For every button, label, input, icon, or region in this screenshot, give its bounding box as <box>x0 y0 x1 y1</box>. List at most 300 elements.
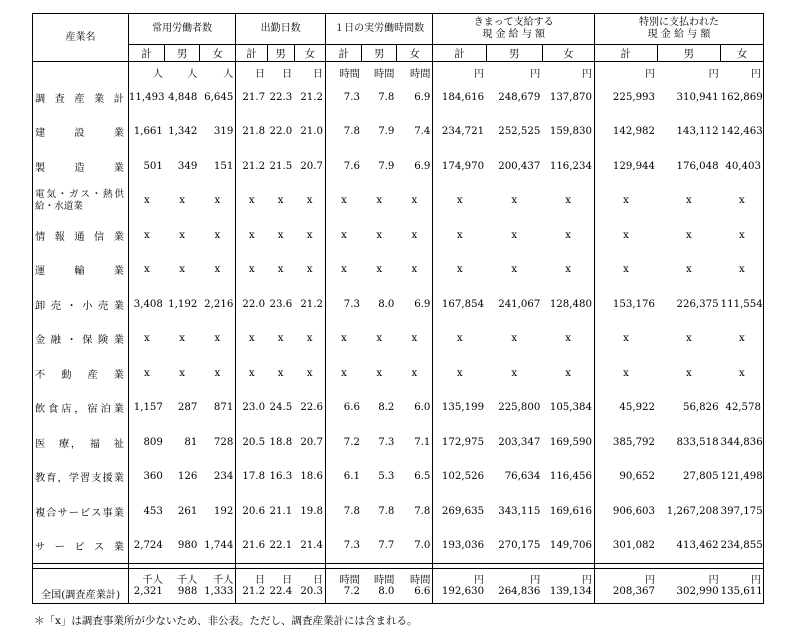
national-unit-row <box>33 569 764 587</box>
value-cell: x <box>396 253 433 288</box>
value-cell: x <box>685 333 692 345</box>
value-cell: 453 <box>143 505 163 517</box>
table-row <box>33 80 764 115</box>
value-cell: 129,944 <box>612 160 656 172</box>
industry-name: 調 査 産 業 計 <box>33 80 129 115</box>
table-row <box>33 149 764 184</box>
value-cell: x <box>721 253 764 288</box>
table-row <box>33 425 764 460</box>
value-cell: x <box>179 367 185 379</box>
value-cell: 7.8 <box>378 91 395 103</box>
value-cell: 21.2 <box>242 160 266 172</box>
value-cell: x <box>277 264 284 276</box>
value-cell: x <box>511 367 518 379</box>
table-row <box>33 218 764 253</box>
unit-cell: 人 <box>152 69 163 80</box>
value-cell: 871 <box>199 391 236 426</box>
value-cell: x <box>623 367 629 379</box>
value-cell: x <box>396 184 433 219</box>
value-cell: 22.3 <box>269 91 293 103</box>
value-cell: x <box>511 229 518 241</box>
value-cell: 225,993 <box>612 91 656 103</box>
value-cell: 833,518 <box>676 436 719 448</box>
days-header: 出勤日数 <box>236 14 326 45</box>
value-cell: 7.8 <box>396 494 433 529</box>
value-cell: 7.8 <box>343 126 360 138</box>
value-cell: 5.3 <box>378 471 395 483</box>
value-cell: 169,616 <box>542 494 594 529</box>
value-cell: 7.6 <box>343 160 360 172</box>
value-cell: 7.4 <box>396 115 433 150</box>
subheader-total: 計 <box>236 45 267 62</box>
value-cell: 6,645 <box>199 80 236 115</box>
value-cell: x <box>456 195 463 207</box>
value-cell: x <box>199 218 236 253</box>
value-cell: 1,342 <box>168 126 198 138</box>
footnote: ＊「x」は調査事業所が少ないため、非公表。ただし、調査産業計には含まれる。 <box>34 615 418 627</box>
value-cell: x <box>623 195 629 207</box>
value-cell: x <box>396 322 433 357</box>
value-cell: x <box>179 264 185 276</box>
value-cell: x <box>376 195 383 207</box>
value-cell: 1,661 <box>133 126 163 138</box>
unit-cell: 日 <box>267 569 294 587</box>
value-cell: 167,854 <box>441 298 485 310</box>
wage-statistics-table <box>32 13 764 604</box>
unit-cell: 時間 <box>362 569 396 587</box>
value-cell: 1,744 <box>199 529 236 564</box>
value-cell: x <box>179 333 185 345</box>
value-cell: x <box>685 229 692 241</box>
value-cell: 234,721 <box>441 126 485 138</box>
value-cell: 162,869 <box>721 80 764 115</box>
unit-cell: 千人 <box>199 569 236 587</box>
value-cell: x <box>277 195 284 207</box>
value-cell: x <box>179 229 185 241</box>
value-cell: 344,836 <box>721 425 764 460</box>
value-cell: 7.2 <box>343 436 360 448</box>
value-cell: 192,630 <box>433 586 486 604</box>
value-cell: 2,724 <box>128 529 164 564</box>
value-cell: 192 <box>199 494 236 529</box>
unit-cell: 日 <box>236 569 267 587</box>
value-cell: 121,498 <box>721 460 764 495</box>
value-cell: 980 <box>165 529 199 564</box>
value-cell: 172,975 <box>441 436 485 448</box>
value-cell: 21.2 <box>294 287 325 322</box>
table-row <box>33 391 764 426</box>
value-cell: x <box>456 367 463 379</box>
industry-name: 複合サービス事業 <box>33 494 129 529</box>
table-row <box>33 460 764 495</box>
unit-cell: 円 <box>657 569 721 587</box>
value-cell: x <box>199 253 236 288</box>
value-cell: 2,216 <box>199 287 236 322</box>
subheader-male: 男 <box>165 45 199 62</box>
subheader-total: 計 <box>594 45 657 62</box>
value-cell: x <box>248 367 255 379</box>
value-cell: 142,463 <box>721 115 764 150</box>
industry-name: 卸 売 ・ 小 売 業 <box>33 287 129 322</box>
value-cell: x <box>685 195 692 207</box>
value-cell: 20.7 <box>294 149 325 184</box>
national-row <box>33 586 764 604</box>
table-row <box>33 184 764 219</box>
value-cell: 8.0 <box>378 298 395 310</box>
value-cell: 319 <box>199 115 236 150</box>
value-cell: x <box>542 218 594 253</box>
value-cell: 7.3 <box>343 91 360 103</box>
value-cell: x <box>277 333 284 345</box>
value-cell: 22.6 <box>294 391 325 426</box>
value-cell: x <box>144 229 150 241</box>
subheader-total: 計 <box>433 45 486 62</box>
value-cell: x <box>456 229 463 241</box>
value-cell: 7.3 <box>326 529 362 564</box>
unit-cell: 円 <box>594 569 657 587</box>
value-cell: x <box>685 367 692 379</box>
value-cell: 149,706 <box>542 529 594 564</box>
value-cell: 906,603 <box>612 505 656 517</box>
value-cell: x <box>456 333 463 345</box>
hours-header: １日の実労働時間数 <box>326 14 433 45</box>
unit-cell: 時間 <box>339 69 360 80</box>
value-cell: x <box>542 356 594 391</box>
value-cell: 1,267,208 <box>666 505 719 517</box>
value-cell: 21.4 <box>294 529 325 564</box>
value-cell: 1,192 <box>168 298 198 310</box>
industry-name: 不 動 産 業 <box>33 356 129 391</box>
subheader-female: 女 <box>396 45 433 62</box>
value-cell: 2,321 <box>128 586 164 604</box>
regular-wage-header: きまって支給する 現 金 給 与 額 <box>433 14 595 45</box>
value-cell: 21.7 <box>242 91 266 103</box>
unit-cell: 円 <box>542 569 594 587</box>
value-cell: x <box>341 333 347 345</box>
value-cell: 8.0 <box>362 586 396 604</box>
unit-cell: 円 <box>721 62 764 81</box>
value-cell: x <box>542 253 594 288</box>
unit-cell: 円 <box>486 569 542 587</box>
value-cell: 27,805 <box>682 471 719 483</box>
value-cell: 269,635 <box>441 505 485 517</box>
value-cell: x <box>144 195 150 207</box>
value-cell: 225,800 <box>498 402 541 414</box>
value-cell: 264,836 <box>486 586 542 604</box>
subheader-male: 男 <box>362 45 396 62</box>
value-cell: x <box>144 333 150 345</box>
value-cell: x <box>456 264 463 276</box>
value-cell: 728 <box>199 425 236 460</box>
value-cell: 301,082 <box>594 529 657 564</box>
industry-name: 教育，学習支援業 <box>33 460 129 495</box>
value-cell: x <box>623 333 629 345</box>
subheader-total: 計 <box>326 45 362 62</box>
subheader-female: 女 <box>199 45 236 62</box>
value-cell: 126 <box>177 471 198 483</box>
value-cell: 56,826 <box>682 402 719 414</box>
value-cell: 988 <box>165 586 199 604</box>
value-cell: x <box>277 229 284 241</box>
value-cell: x <box>396 356 433 391</box>
value-cell: 11,493 <box>128 91 165 103</box>
special-wage-header: 特別に支払われた 現 金 給 与 額 <box>594 14 763 45</box>
value-cell: 143,112 <box>676 126 719 138</box>
value-cell: 20.5 <box>242 436 266 448</box>
workers-header: 常用労働者数 <box>128 14 235 45</box>
value-cell: 7.0 <box>396 529 433 564</box>
value-cell: 184,616 <box>441 91 485 103</box>
value-cell: 7.1 <box>396 425 433 460</box>
value-cell: 234,855 <box>721 529 764 564</box>
value-cell: x <box>341 195 347 207</box>
value-cell: x <box>199 322 236 357</box>
value-cell: 24.5 <box>269 402 293 414</box>
value-cell: 135,199 <box>441 402 485 414</box>
value-cell: 349 <box>177 160 198 172</box>
value-cell: 42,578 <box>721 391 764 426</box>
value-cell: x <box>721 322 764 357</box>
value-cell: x <box>542 322 594 357</box>
value-cell: 21.1 <box>269 505 293 517</box>
value-cell: 1,157 <box>133 402 163 414</box>
value-cell: x <box>511 264 518 276</box>
value-cell: 17.8 <box>242 471 266 483</box>
value-cell: 76,634 <box>504 471 541 483</box>
value-cell: 174,970 <box>441 160 485 172</box>
value-cell: 22.0 <box>269 126 293 138</box>
table-row <box>33 322 764 357</box>
header-sub-row <box>33 45 764 62</box>
value-cell: x <box>341 264 347 276</box>
industry-header: 産業名 <box>33 14 129 62</box>
value-cell: x <box>721 218 764 253</box>
value-cell: x <box>721 356 764 391</box>
value-cell: x <box>341 229 347 241</box>
value-cell: x <box>376 333 383 345</box>
value-cell: x <box>376 264 383 276</box>
value-cell: 7.8 <box>378 505 395 517</box>
value-cell: 20.3 <box>294 586 325 604</box>
subheader-male: 男 <box>486 45 542 62</box>
unit-cell: 千人 <box>128 569 164 587</box>
value-cell: 23.0 <box>242 402 266 414</box>
value-cell: 7.9 <box>378 126 395 138</box>
value-cell: 142,982 <box>612 126 656 138</box>
header-group-row <box>33 14 764 45</box>
value-cell: x <box>376 229 383 241</box>
value-cell: 6.9 <box>396 149 433 184</box>
value-cell: 385,792 <box>612 436 656 448</box>
value-cell: 22.1 <box>267 529 294 564</box>
value-cell: 270,175 <box>486 529 542 564</box>
value-cell: 21.8 <box>242 126 266 138</box>
value-cell: x <box>396 218 433 253</box>
industry-name: 電気・ガス・熱供給・水道業 <box>33 184 129 219</box>
value-cell: x <box>144 264 150 276</box>
value-cell: 360 <box>143 471 163 483</box>
unit-cell: 日 <box>282 69 293 80</box>
unit-cell: 人 <box>199 62 236 81</box>
value-cell: 153,176 <box>612 298 656 310</box>
value-cell: 21.5 <box>269 160 293 172</box>
value-cell: 7.2 <box>326 586 362 604</box>
table-row <box>33 287 764 322</box>
unit-cell: 時間 <box>374 69 395 80</box>
value-cell: 397,175 <box>721 494 764 529</box>
value-cell: 203,347 <box>498 436 541 448</box>
value-cell: 7.3 <box>378 436 395 448</box>
subheader-female: 女 <box>542 45 594 62</box>
value-cell: x <box>248 264 255 276</box>
value-cell: 21.0 <box>294 115 325 150</box>
industry-name: 運 輸 業 <box>33 253 129 288</box>
value-cell: 234 <box>199 460 236 495</box>
value-cell: 6.1 <box>343 471 360 483</box>
value-cell: 137,870 <box>542 80 594 115</box>
value-cell: 22.4 <box>267 586 294 604</box>
value-cell: x <box>623 229 629 241</box>
value-cell: 302,990 <box>657 586 721 604</box>
unit-cell: 人 <box>187 69 198 80</box>
value-cell: 21.6 <box>236 529 267 564</box>
unit-row <box>33 62 764 81</box>
value-cell: 22.0 <box>242 298 266 310</box>
value-cell: 413,462 <box>657 529 721 564</box>
subheader-male: 男 <box>657 45 721 62</box>
national-name: 全国(調査産業計) <box>33 586 129 604</box>
subheader-female: 女 <box>721 45 764 62</box>
value-cell: x <box>248 229 255 241</box>
value-cell: 7.9 <box>378 160 395 172</box>
value-cell: x <box>542 184 594 219</box>
table-row <box>33 115 764 150</box>
value-cell: x <box>199 356 236 391</box>
value-cell: x <box>294 218 325 253</box>
unit-cell: 時間 <box>396 62 433 81</box>
value-cell: 226,375 <box>676 298 719 310</box>
value-cell: 241,067 <box>498 298 541 310</box>
value-cell: 81 <box>184 436 198 448</box>
value-cell: 169,590 <box>542 425 594 460</box>
value-cell: 18.8 <box>269 436 293 448</box>
unit-cell: 時間 <box>396 569 433 587</box>
industry-name: 金 融 ・ 保 険 業 <box>33 322 129 357</box>
unit-cell: 円 <box>721 569 764 587</box>
value-cell: 7.8 <box>343 505 360 517</box>
value-cell: 90,652 <box>619 471 656 483</box>
value-cell: 6.5 <box>396 460 433 495</box>
value-cell: x <box>248 195 255 207</box>
value-cell: x <box>179 195 185 207</box>
value-cell: 7.3 <box>343 298 360 310</box>
value-cell: 6.9 <box>396 80 433 115</box>
value-cell: 193,036 <box>433 529 486 564</box>
value-cell: 261 <box>177 505 198 517</box>
value-cell: x <box>248 333 255 345</box>
value-cell: x <box>511 195 518 207</box>
value-cell: 252,525 <box>498 126 541 138</box>
value-cell: 102,526 <box>441 471 485 483</box>
industry-name: サ ー ビ ス 業 <box>33 529 129 564</box>
value-cell: 176,048 <box>676 160 719 172</box>
unit-cell: 日 <box>294 62 325 81</box>
value-cell: x <box>199 184 236 219</box>
unit-cell: 日 <box>254 69 266 80</box>
value-cell: x <box>294 184 325 219</box>
industry-name: 情 報 通 信 業 <box>33 218 129 253</box>
value-cell: 208,367 <box>594 586 657 604</box>
subheader-female: 女 <box>294 45 325 62</box>
value-cell: 45,922 <box>619 402 656 414</box>
table-row <box>33 529 764 564</box>
unit-cell: 円 <box>473 69 485 80</box>
value-cell: x <box>294 322 325 357</box>
value-cell: 4,848 <box>168 91 198 103</box>
value-cell: 111,554 <box>721 287 764 322</box>
value-cell: 23.6 <box>269 298 293 310</box>
table-row <box>33 356 764 391</box>
value-cell: 105,384 <box>542 391 594 426</box>
value-cell: x <box>294 253 325 288</box>
industry-name: 飲食店，宿泊業 <box>33 391 129 426</box>
unit-label-cell <box>33 62 129 81</box>
industry-name: 医 療， 福 祉 <box>33 425 129 460</box>
value-cell: 20.7 <box>294 425 325 460</box>
value-cell: 3,408 <box>133 298 163 310</box>
unit-cell: 円 <box>433 569 486 587</box>
unit-cell: 千人 <box>165 569 199 587</box>
unit-label-cell <box>33 569 129 587</box>
value-cell: 6.6 <box>396 586 433 604</box>
unit-cell: 時間 <box>326 569 362 587</box>
value-cell: 159,830 <box>542 115 594 150</box>
unit-cell: 円 <box>542 62 594 81</box>
unit-cell: 日 <box>294 569 325 587</box>
subheader-total: 計 <box>128 45 164 62</box>
value-cell: 18.6 <box>294 460 325 495</box>
value-cell: x <box>721 184 764 219</box>
value-cell: x <box>144 367 150 379</box>
value-cell: 151 <box>199 149 236 184</box>
value-cell: 139,134 <box>542 586 594 604</box>
subheader-male: 男 <box>267 45 294 62</box>
value-cell: 501 <box>143 160 163 172</box>
value-cell: 19.8 <box>294 494 325 529</box>
value-cell: x <box>685 264 692 276</box>
value-cell: 20.6 <box>242 505 266 517</box>
value-cell: 8.2 <box>378 402 395 414</box>
value-cell: 343,115 <box>498 505 541 517</box>
value-cell: x <box>376 367 383 379</box>
value-cell: 116,456 <box>542 460 594 495</box>
industry-name: 製 造 業 <box>33 149 129 184</box>
unit-cell: 円 <box>530 69 541 80</box>
value-cell: 6.9 <box>396 287 433 322</box>
value-cell: 809 <box>143 436 163 448</box>
value-cell: 6.6 <box>343 402 360 414</box>
table-row <box>33 494 764 529</box>
value-cell: 21.2 <box>236 586 267 604</box>
value-cell: x <box>623 264 629 276</box>
value-cell: x <box>341 367 347 379</box>
value-cell: 21.2 <box>294 80 325 115</box>
unit-cell: 円 <box>644 69 656 80</box>
value-cell: x <box>511 333 518 345</box>
value-cell: 7.7 <box>362 529 396 564</box>
value-cell: 135,611 <box>721 586 764 604</box>
value-cell: x <box>277 367 284 379</box>
